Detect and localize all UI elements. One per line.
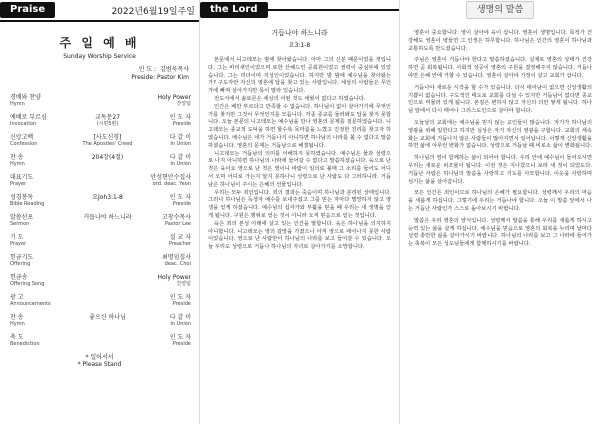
order-item-right: 고창수목사 — [162, 214, 191, 221]
order-item-mid: 교독문27 — [94, 114, 121, 121]
order-row — [10, 134, 191, 148]
order-item-en: Announcements — [10, 301, 51, 307]
order-item-right: Holy Power — [157, 274, 191, 281]
order-item-right2: Pastor Lee — [165, 221, 191, 227]
order-item-en: Offering Song — [10, 281, 45, 287]
order-row — [10, 114, 191, 128]
order-row — [10, 214, 191, 228]
order-item-right2: ord. deac. Yeon — [152, 181, 191, 187]
order-row — [10, 314, 191, 328]
service-date: 2022년6월19일주일 — [111, 6, 195, 17]
order-item-en: Hymn — [10, 321, 25, 327]
sermon-panel — [200, 0, 400, 424]
order-item-label — [10, 114, 72, 128]
praise-tag: Praise — [0, 2, 55, 18]
order-item-leader — [143, 214, 191, 228]
service-title: 주 일 예 배 — [59, 36, 140, 50]
order-item-label — [10, 314, 72, 328]
word-paragraph: 하나님의 영이 함께하는 삶이 되어야 합니다. 우리 안에 예수님이 들어오시면 우리는 새로운 피조물이 됩니다. 이전 것은 지나갔으니 보라 새 것이 되었도다. 거듭난 사람은 하나님의 말씀을 사랑하고 기도를 사모합니다. 이웃을 사랑하며 섬기는 삶을 살아갑니다. — [408, 155, 592, 185]
order-row — [10, 154, 191, 168]
order-item-ko: 헌금기도 — [10, 254, 34, 261]
order-item-en: Hymn — [10, 101, 25, 107]
order-item-right2: In Union — [170, 321, 191, 327]
header-rule — [0, 20, 199, 22]
lord-tag: the Lord — [200, 2, 268, 18]
stand-note-ko: * 일어서서 — [85, 354, 114, 361]
order-item-right2: deac. Choi — [164, 261, 191, 267]
order-item-ko: 신앙고백 — [10, 134, 34, 141]
order-item-content — [72, 314, 143, 321]
order-item-en: Confession — [10, 141, 38, 147]
word-of-life-tag: 생명의 말씀 — [466, 1, 534, 19]
mid-header — [200, 0, 399, 20]
order-of-service — [10, 94, 191, 348]
stand-note — [0, 354, 199, 368]
order-item-label — [10, 334, 72, 348]
order-item-right2: Preside — [172, 201, 191, 207]
order-item-leader — [143, 234, 191, 248]
order-item-mid: 요Joh3:1-8 — [92, 194, 123, 201]
order-item-ko: 경배와 찬양 — [10, 94, 41, 101]
order-item-en: Bible Reading — [10, 201, 45, 207]
order-item-right2: Preside — [172, 301, 191, 307]
leader-block — [0, 66, 199, 82]
order-row — [10, 294, 191, 308]
order-item-right2: In Union — [170, 161, 191, 167]
order-item-right2: Preacher — [168, 241, 191, 247]
order-item-leader — [143, 114, 191, 128]
leader-row — [0, 66, 189, 74]
order-item-mid: 204장(4절) — [91, 154, 124, 161]
sermon-paragraph: 우리는 모두 죄인입니다. 죄의 결과는 죽음이며 하나님과 분리된 상태입니다. 그러나 하나님은 독생자 예수를 보내주셨고 그를 믿는 자마다 멸망하지 않고 영생을 얻게 하셨습니다. 예수님의 십자가와 부활을 믿을 때 우리는 새 생명을 얻게 됩니다. 구원은 행위로 얻는 것이 아니라 오직 믿음으로 얻는 것입니다. — [208, 189, 391, 219]
order-item-right: 최명임집사 — [162, 254, 191, 261]
word-paragraph: 영혼이 중요합니다. 영이 살아야 육이 삽니다. 영혼이 생명입니다. 목적가 건강해도 영혼이 병들면 그 인생은 허무합니다. 하나님은 인간의 영혼이 하나님과 교통하도록 만드셨습니다. — [408, 30, 592, 52]
worship-order-panel — [0, 0, 200, 424]
order-item-right: 다 같 이 — [169, 134, 191, 141]
word-paragraph: 주님은 영혼이 거듭나야 한다고 말씀하셨습니다. 실제로 영혼의 상태가 건강하면 곧 회복됩니다. 사회적 성공이 영혼의 구원을 결정해주지 않습니다. 거듭나야만 은혜 안에 거할 수 있습니다. 영혼이 살아야 가정이 살고 교회가 삽니다. — [408, 57, 592, 79]
order-item-right: 다 같 이 — [169, 314, 191, 321]
order-item-right2: Preside — [172, 121, 191, 127]
order-item-right: 다 같 이 — [169, 154, 191, 161]
order-item-right2: 찬양팀 — [176, 101, 191, 107]
order-item-leader — [143, 294, 191, 308]
order-item-en: Prayer — [10, 181, 27, 187]
order-item-right: Holy Power — [157, 94, 191, 101]
word-paragraph: 모든 인간은 죄인이므로 하나님의 은혜가 필요합니다. 성령께서 우리의 마음을 새롭게 하십니다. 그렇기에 우리는 거듭나야 합니다. 오늘 이 말씀 앞에서 나는 거듭난 사람인가 스스로 돌아보시기 바랍니다. — [408, 190, 592, 212]
order-item-leader — [143, 314, 191, 328]
order-item-content — [72, 194, 143, 201]
order-item-label — [10, 234, 72, 248]
order-item-right2: 찬양팀 — [176, 281, 191, 287]
leader-name: 김범욱목사 — [160, 66, 189, 73]
order-item-label — [10, 134, 72, 148]
order-row — [10, 174, 191, 188]
word-body — [400, 30, 600, 249]
order-item-en: Offering — [10, 261, 31, 267]
order-item-label — [10, 154, 72, 168]
sermon-paragraph: 전도서에서 솔로몬은 세상의 어떤 것도 세웠어 없다고 하였습니다. — [214, 95, 366, 102]
leader-role: 인 도 : — [138, 66, 157, 73]
order-item-right2: In Union — [170, 141, 191, 147]
left-header — [0, 0, 199, 20]
sermon-reference: 요3:1-8 — [288, 42, 311, 49]
order-item-right: 안성현안수집사 — [150, 174, 191, 181]
order-item-ko: 축 도 — [10, 334, 24, 341]
order-item-content — [72, 214, 143, 221]
order-item-leader — [143, 334, 191, 348]
order-row — [10, 334, 191, 348]
order-item-right: 인 도 자 — [169, 194, 191, 201]
stand-note-en: * Please Stand — [77, 361, 122, 368]
order-item-right: 인 도 자 — [169, 294, 191, 301]
order-item-right: 인 도 자 — [169, 114, 191, 121]
order-item-ko: 예배로 부르심 — [10, 114, 47, 121]
order-item-content — [72, 154, 143, 161]
order-item-leader — [143, 254, 191, 268]
order-item-label — [10, 174, 72, 188]
order-row — [10, 94, 191, 108]
order-item-ko: 광 고 — [10, 294, 24, 301]
sermon-paragraph: 육은 죄의 본성 아래에 살고 있는 인간을 말합니다. 육은 하나님을 의지하지 아니합니다. 니고데모는 영의 갈망을 가졌으나 아직 영으로 태어나지 못한 사람이었습니다. 영으로 난 사람만이 하나님의 나라를 보고 들어갈 수 있습니다. 오늘 우리도 성령으로 거듭나 하나님의 자녀로 살아가기를 소망합니다. — [208, 220, 391, 251]
order-item-mid: 거듭나야 하느니라 — [83, 214, 132, 221]
word-paragraph: 말씀은 우리 영혼의 양식입니다. 성령께서 말씀을 통해 우리를 새롭게 하시고 능력 있는 삶을 살게 하십니다. 예수님을 믿음으로 영혼의 회복을 누리며 날마다 성령 충만한 삶을 살아가시기 바랍니다. 하나님의 나라를 보고 그 나라에 들어가는 축복이 모든 성도님들에게 함께하시기를 바랍니다. — [408, 217, 592, 248]
right-header — [400, 0, 600, 20]
order-item-leader — [143, 194, 191, 208]
word-paragraph: 거듭나야 새로운 시작을 할 수가 있습니다. 다시 태어남이 없으면 신앙생활의 기쁨이 없습니다. 구도적인 태도로 교회를 다닐 수 있지만 거듭남이 없다면 종교인으로 머물러 있게 됩니다. 본질은 변하지 않고 자신의 의만 쌓게 됩니다. 하나님 앞에서 다시 태어나 그리스도인으로 살아야 합니다. — [408, 84, 592, 115]
order-item-ko: 성경봉독 — [10, 194, 34, 201]
order-item-ko: 말씀선포 — [10, 214, 34, 221]
order-item-ko: 헌금송 — [10, 274, 28, 281]
order-item-en: Benediction — [10, 341, 40, 347]
order-item-label — [10, 194, 72, 208]
order-item-right: 인 도 자 — [169, 334, 191, 341]
order-row — [10, 194, 191, 208]
sermon-paragraph: 본문에서 니고데모는 밤에 찾아왔습니다. 아마 그의 신분 때문이었을 것입니다. 그는 바리새인이었으며 또한 산헤드린 공회원이었고 권력이 중심부에 있었습니다. 그는 리더이며 지성인이었습니다. 하지만 밤 밤에 예수님을 찾아왔는가? 구도자란 자신의 영혼에 답을 찾고 있는 사람입니다. 세상의 사람들은 무언가에 빠져 살아가지만 목이 말라 있습니다. — [208, 57, 391, 95]
leader-en: Preside: Pastor Kim — [131, 74, 189, 81]
sermon-paragraph: 인간은 배만 부르다고 만족할 수 없습니다. 하나님이 없이 살아가기에 무엇인가를 찾지만 그것이 무엇인지를 모릅니다. 각종 종교를 둘러봐도 답을 찾지 못합니다. 오늘 본문의 니고데모는 예수님을 만나 영혼의 문제를 질문하였습니다. 니고데모는 종교적 도덕을 하면 할수록 목마름을 느꼈고 진정한 진리를 찾고자 하였습니다. 예수님은 네가 거듭나지 아니하면 하나님의 나라를 볼 수 없다고 말씀하셨습니다. 영혼의 문제는 거듭남으로 해결됩니다. — [208, 103, 391, 149]
order-item-label — [10, 94, 72, 108]
service-subtitle: Sunday Worship Service — [63, 53, 136, 60]
order-item-label — [10, 254, 72, 268]
order-item-right: 설 교 자 — [169, 234, 191, 241]
order-item-content — [72, 134, 143, 148]
order-row — [10, 234, 191, 248]
order-item-ko: 찬 송 — [10, 154, 24, 161]
sermon-body — [200, 57, 399, 252]
order-item-mid: 좋으신 하나님 — [89, 314, 126, 321]
word-of-life-panel — [400, 0, 600, 424]
order-item-label — [10, 214, 72, 228]
order-item-leader — [143, 134, 191, 148]
order-item-en: Hymn — [10, 161, 25, 167]
order-item-label — [10, 274, 72, 288]
header-line — [268, 9, 400, 11]
order-item-ko: 대표기도 — [10, 174, 34, 181]
order-item-leader — [143, 94, 191, 108]
order-item-en: Invocation — [10, 121, 37, 127]
word-paragraph: 오늘날의 교회에는 예수님을 믿지 않는 교인들이 많습니다. 자기가 하나님의 영광을 위해 일한다고 하지만 실상은 자기 자신의 영광을 구합니다. 교회의 세속화는 교회에 거듭나지 않은 사람들이 많아지면서 일어납니다. 이렇게 신앙생활을 하면 삶에 아무런 변화가 없습니다. 성령으로 거듭날 때 비로소 삶이 변화됩니다. — [408, 119, 593, 150]
order-row — [10, 254, 191, 268]
order-item-en: Prayer — [10, 241, 27, 247]
order-item-mid2: (시편5편) — [96, 121, 119, 127]
order-row — [10, 274, 191, 288]
sermon-paragraph: 니고데모는 거듭남의 의미를 이해하지 못하였습니다. 예수님은 물과 성령으로 나지 아니하면 하나님의 나라에 들어갈 수 없다고 말씀하셨습니다. 육으로 난 것은 육이요 영으로 난 것은 영이니 바람이 임의로 불매 그 소리를 들어도 어디서 오며 어디로 가는지 알지 못하나니 성령으로 난 사람도 다 그러하니라. 거듭남은 하나님이 주시는 은혜의 선물입니다. — [208, 150, 391, 188]
order-item-leader — [143, 274, 191, 288]
sermon-title: 거듭나야 하느니라 — [271, 29, 328, 37]
order-item-ko: 찬 송 — [10, 314, 24, 321]
order-item-mid2: The Apostles' Creed — [82, 141, 133, 147]
order-item-mid: [사도신경] — [93, 134, 122, 141]
order-item-leader — [143, 174, 191, 188]
order-item-label — [10, 294, 72, 308]
order-item-ko: 기 도 — [10, 234, 24, 241]
order-item-content — [72, 114, 143, 128]
order-item-leader — [143, 154, 191, 168]
order-item-en: Sermon — [10, 221, 30, 227]
order-item-right2: Preside — [172, 341, 191, 347]
